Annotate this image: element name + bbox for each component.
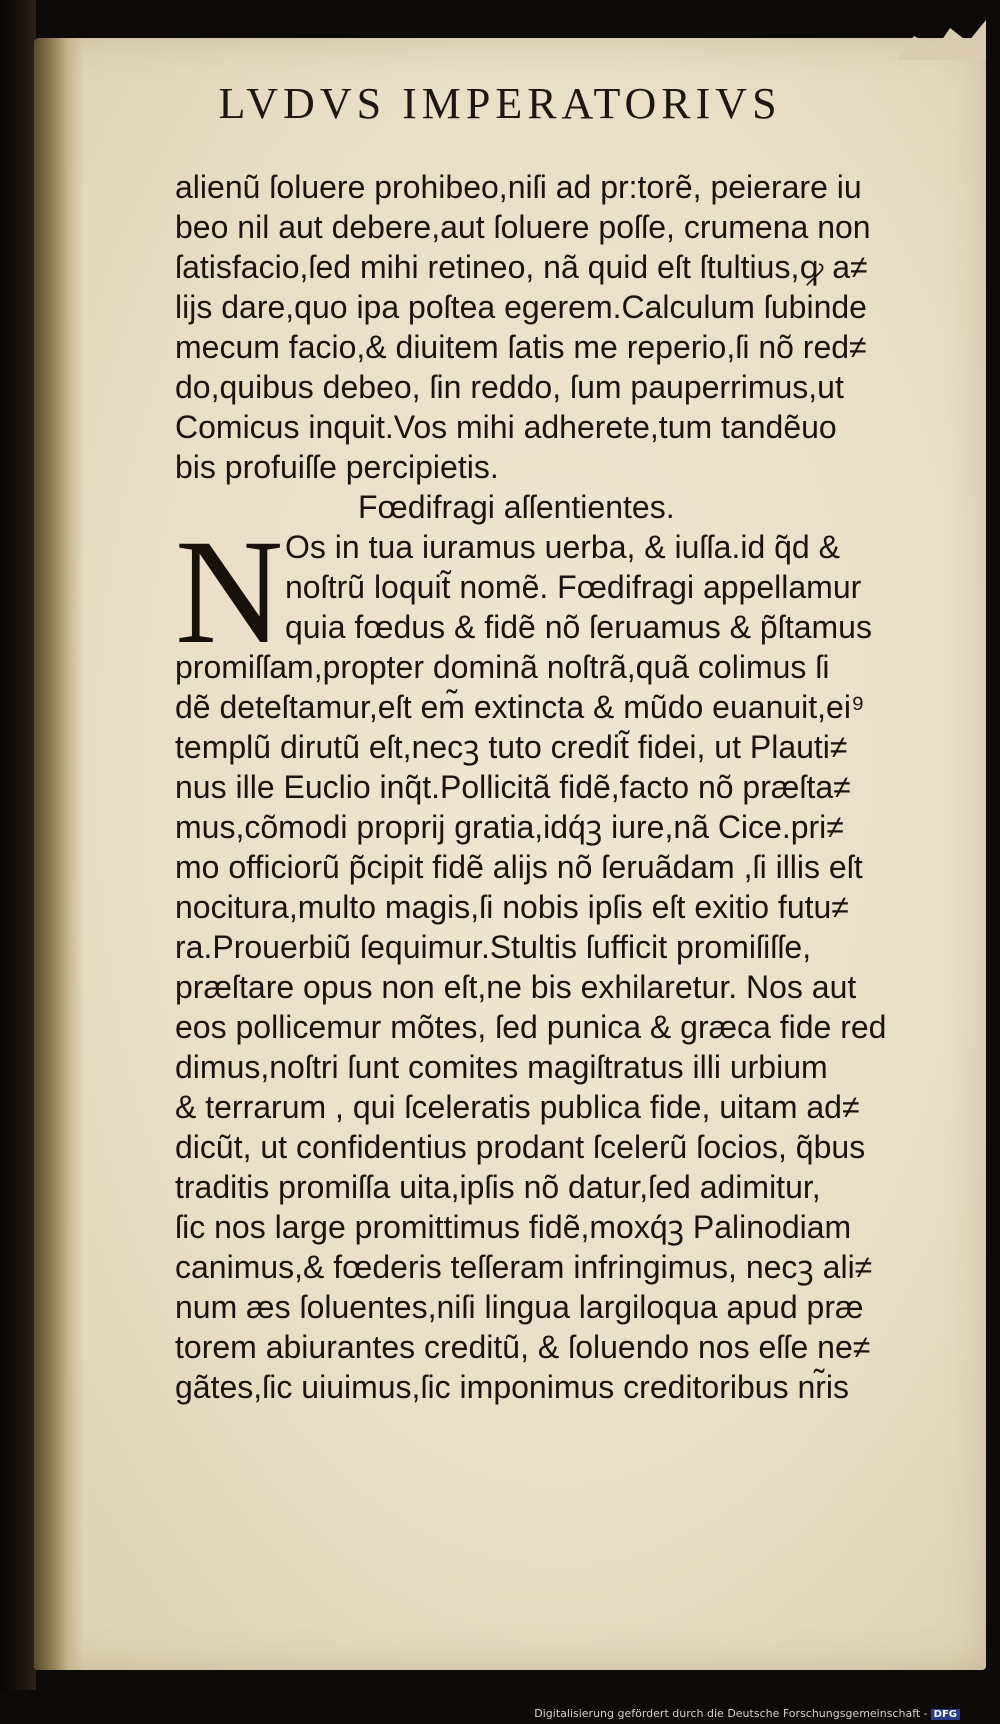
- text-line: canimus,& fœderis teſſeram infringimus, necꝫ ali≠: [175, 1249, 873, 1285]
- text-line: num æs ſoluentes,niſi lingua largiloqua apud præ: [175, 1289, 864, 1325]
- text-line: beo nil aut debere,aut ſoluere poſſe, crumena non: [175, 209, 871, 245]
- text-line: Comicus inquit.Vos mihi adherete,tum tandẽuo: [175, 409, 837, 445]
- text-line: dicũt, ut confidentius prodant ſcelerũ ſocios, q̃bus: [175, 1129, 866, 1165]
- text-line: alienũ ſoluere prohibeo,niſi ad pr:torẽ, peierare iu: [175, 169, 862, 205]
- text-line: mecum facio,& diuitem ſatis me reperio,ſi nõ red≠: [175, 329, 867, 365]
- text-line: torem abiurantes creditũ, & ſoluendo nos eſſe ne≠: [175, 1329, 871, 1365]
- credit-text: Digitalisierung gefördert durch die Deutsche Forschungsgemeinschaft -: [534, 1707, 928, 1720]
- text-line: templũ dirutũ eſt,necꝫ tuto credit̃ fidei, ut Plauti≠: [175, 729, 848, 765]
- dfg-logo: DFG: [931, 1709, 960, 1720]
- page-gutter: [34, 38, 84, 1670]
- running-head-text: LVDVS IMPERATORIVS: [218, 79, 782, 128]
- text-line: eos pollicemur mõtes, ſed punica & græca fide red: [175, 1009, 887, 1045]
- text-line: traditis promiſſa uita,ipſis nõ datur,ſed adimitur,: [175, 1169, 821, 1205]
- text-line: gãtes,ſic uiuimus,ſic imponimus creditoribus nr̃is: [175, 1369, 850, 1405]
- book-spine-edge: [0, 0, 36, 1690]
- running-head: [0, 78, 1000, 129]
- text-line: mo officiorũ p̃cipit fidẽ alijs nõ ſeruãdam ,ſi illis eſt: [175, 849, 863, 885]
- text-line: dimus,noſtri ſunt comites magiſtratus illi urbium: [175, 1049, 828, 1085]
- section-heading: Fœdifragi aſſentientes.: [358, 489, 675, 525]
- text-line: ſatisfacio,ſed mihi retineo, nã quid eſt ſtultius,ꝙ a≠: [175, 249, 868, 285]
- text-line: lijs dare,quo ipa poſtea egerem.Calculum ſubinde: [175, 289, 867, 325]
- digitization-credit: [534, 1707, 960, 1720]
- text-line: ſic nos large promittimus fidẽ,moxq́ꝫ Palinodiam: [175, 1209, 852, 1245]
- text-line: ra.Prouerbiũ ſequimur.Stultis ſufficit promiſiſſe,: [175, 929, 812, 965]
- text-line: Os in tua iuramus uerba, & iuſſa.id q̃d &: [285, 529, 840, 565]
- text-line: & terrarum , qui ſceleratis publica fide, uitam ad≠: [175, 1089, 860, 1125]
- text-line: bis profuiſſe percipietis.: [175, 449, 499, 485]
- text-line: noſtrũ loquit̃ nomẽ. Fœdifragi appellamur: [285, 569, 862, 605]
- text-line: mus,cõmodi proprij gratia,idq́ꝫ iure,nã Cice.pri≠: [175, 809, 844, 845]
- drop-cap-initial: N: [175, 509, 284, 675]
- text-line: promiſſam,propter dominã noſtrã,quã colimus ſi: [175, 649, 830, 685]
- text-line: do,quibus debeo, ſin reddo, ſum pauperrimus,ut: [175, 369, 844, 405]
- torn-corner: [896, 20, 986, 60]
- text-line: præſtare opus non eſt,ne bis exhilaretur. Nos aut: [175, 969, 857, 1005]
- text-line: nocitura,multo magis,ſi nobis ipſis eſt exitio futu≠: [175, 889, 849, 925]
- text-block: [175, 167, 965, 1407]
- text-line: quia fœdus & fidẽ nõ ſeruamus & p̃ſtamus: [285, 609, 872, 645]
- text-line: dẽ deteſtamur,eſt em̃ extincta & mũdo euanuit,ei⁹: [175, 689, 865, 725]
- text-line: nus ille Euclio inq̃t.Pollicitã fidẽ,facto nõ præſta≠: [175, 769, 851, 805]
